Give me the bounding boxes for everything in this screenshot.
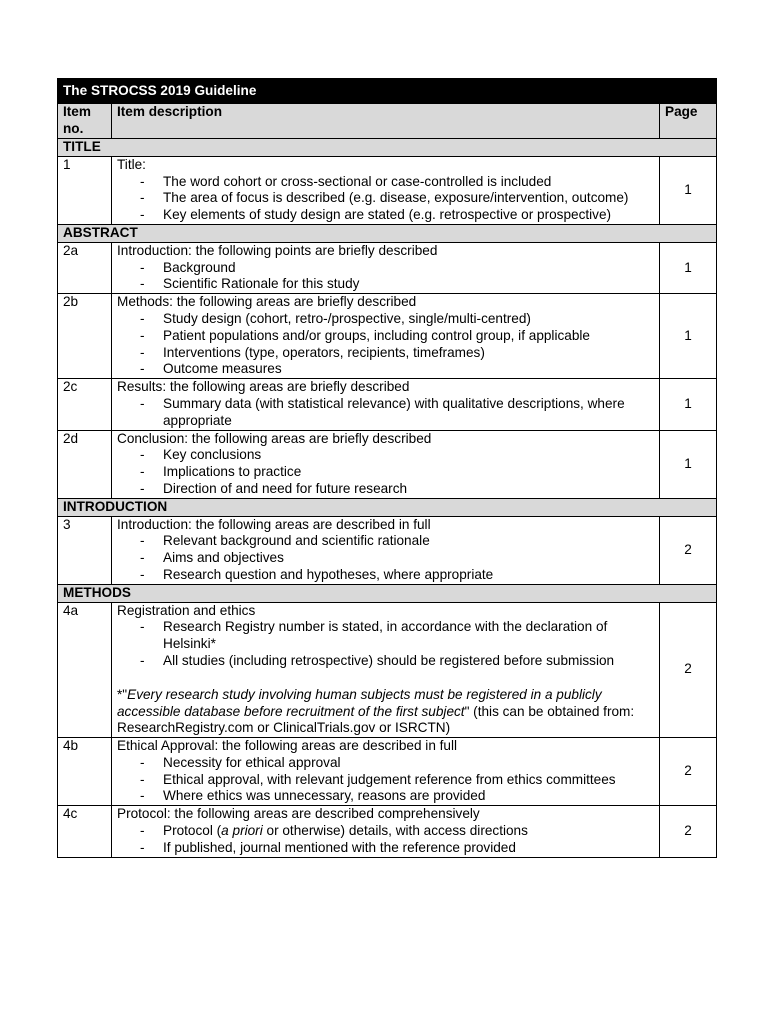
list-item: - Scientific Rationale for this study: [117, 276, 654, 293]
header-item-description: Item description: [112, 104, 660, 139]
item-lead: Protocol: the following areas are described comprehensively: [117, 806, 480, 822]
item-page: 2: [660, 602, 717, 738]
item-page: 1: [660, 379, 717, 430]
section-label: TITLE: [58, 139, 717, 157]
section-row-introduction: [58, 498, 717, 516]
list-item: - Background: [117, 260, 654, 277]
protocol-text: Protocol (: [163, 823, 222, 839]
list-item: - Study design (cohort, retro-/prospective, single/multi-centred): [117, 311, 654, 328]
item-page: 1: [660, 242, 717, 293]
item-number: 2d: [58, 430, 112, 498]
item-page: 1: [660, 430, 717, 498]
item-description: [112, 430, 660, 498]
header-item-no: Item no.: [58, 104, 112, 139]
table-row: [58, 806, 717, 857]
list-item: - Research Registry number is stated, in accordance with the declaration of Helsinki*: [117, 619, 654, 653]
bullet-list: [117, 174, 654, 224]
item-number: 2b: [58, 294, 112, 379]
list-item: - If published, journal mentioned with the reference provided: [117, 840, 654, 857]
footnote-prefix: *": [117, 686, 128, 702]
item-page: 2: [660, 738, 717, 806]
guideline-document: [57, 78, 716, 858]
table-title: The STROCSS 2019 Guideline: [58, 79, 717, 104]
item-number: 2a: [58, 242, 112, 293]
item-lead: Ethical Approval: the following areas are described in full: [117, 738, 458, 754]
list-item: - Where ethics was unnecessary, reasons are provided: [117, 788, 654, 805]
item-number: 4a: [58, 602, 112, 738]
item-number: 4b: [58, 738, 112, 806]
list-item: - Necessity for ethical approval: [117, 755, 654, 772]
item-page: 1: [660, 156, 717, 224]
table-row: [58, 430, 717, 498]
item-description: [112, 738, 660, 806]
protocol-text-end: or otherwise) details, with access directions: [262, 823, 528, 839]
list-item: - The word cohort or cross-sectional or case-controlled is included: [117, 174, 654, 191]
section-row-abstract: [58, 224, 717, 242]
table-row: [58, 516, 717, 584]
bullet-list: [117, 396, 654, 430]
item-lead: Title:: [117, 156, 146, 172]
registration-footnote: [117, 687, 654, 737]
item-number: 3: [58, 516, 112, 584]
section-row-methods: [58, 584, 717, 602]
header-page: Page: [660, 104, 717, 139]
item-number: 1: [58, 156, 112, 224]
section-row-title: [58, 139, 717, 157]
table-row: [58, 738, 717, 806]
item-description: [112, 242, 660, 293]
item-lead: Introduction: the following points are briefly described: [117, 242, 438, 258]
a-priori-text: a priori: [221, 823, 263, 839]
list-item: [117, 823, 654, 840]
list-item: - Aims and objectives: [117, 550, 654, 567]
item-description: [112, 806, 660, 857]
footnote-suffix: " (this can be obtained from: ResearchRegistry.com or ClinicalTrials.gov or ISRCTN): [117, 703, 635, 736]
table-row: [58, 379, 717, 430]
bullet-list: [117, 823, 654, 857]
item-description: [112, 156, 660, 224]
table-row: [58, 242, 717, 293]
list-item: - Summary data (with statistical relevance) with qualitative descriptions, where appropriate: [117, 396, 654, 430]
item-description: [112, 602, 660, 738]
item-number: 2c: [58, 379, 112, 430]
footnote-quote: Every research study involving human subjects must be registered in a publicly accessible database before recruitment of the first subject: [117, 686, 602, 719]
item-lead: Results: the following areas are briefly described: [117, 379, 410, 395]
item-description: [112, 294, 660, 379]
bullet-list: [117, 311, 654, 378]
item-lead: Registration and ethics: [117, 602, 256, 618]
section-label: ABSTRACT: [58, 224, 717, 242]
item-description: [112, 516, 660, 584]
bullet-list: [117, 755, 654, 805]
item-description: [112, 379, 660, 430]
list-item: - The area of focus is described (e.g. disease, exposure/intervention, outcome): [117, 190, 654, 207]
list-item: - Direction of and need for future research: [117, 481, 654, 498]
list-item: - Key conclusions: [117, 447, 654, 464]
item-number: 4c: [58, 806, 112, 857]
strocss-table: [57, 78, 717, 858]
table-title-row: [58, 79, 717, 104]
item-page: 2: [660, 806, 717, 857]
item-lead: Introduction: the following areas are described in full: [117, 516, 431, 532]
item-lead: Methods: the following areas are briefly described: [117, 294, 417, 310]
bullet-list: [117, 260, 654, 294]
list-item: - Ethical approval, with relevant judgement reference from ethics committees: [117, 772, 654, 789]
list-item: - All studies (including retrospective) should be registered before submission: [117, 653, 654, 670]
table-row: [58, 294, 717, 379]
list-item: - Key elements of study design are stated (e.g. retrospective or prospective): [117, 207, 654, 224]
bullet-list: [117, 619, 654, 669]
section-label: INTRODUCTION: [58, 498, 717, 516]
list-item: - Patient populations and/or groups, including control group, if applicable: [117, 328, 654, 345]
bullet-list: [117, 533, 654, 583]
list-item: - Outcome measures: [117, 361, 654, 378]
bullet-list: [117, 447, 654, 497]
item-page: 1: [660, 294, 717, 379]
column-header-row: [58, 104, 717, 139]
list-item: - Interventions (type, operators, recipients, timeframes): [117, 345, 654, 362]
list-item: - Relevant background and scientific rationale: [117, 533, 654, 550]
table-row: [58, 602, 717, 738]
item-lead: Conclusion: the following areas are briefly described: [117, 430, 432, 446]
item-page: 2: [660, 516, 717, 584]
list-item: - Implications to practice: [117, 464, 654, 481]
section-label: METHODS: [58, 584, 717, 602]
table-row: [58, 156, 717, 224]
list-item: - Research question and hypotheses, where appropriate: [117, 567, 654, 584]
